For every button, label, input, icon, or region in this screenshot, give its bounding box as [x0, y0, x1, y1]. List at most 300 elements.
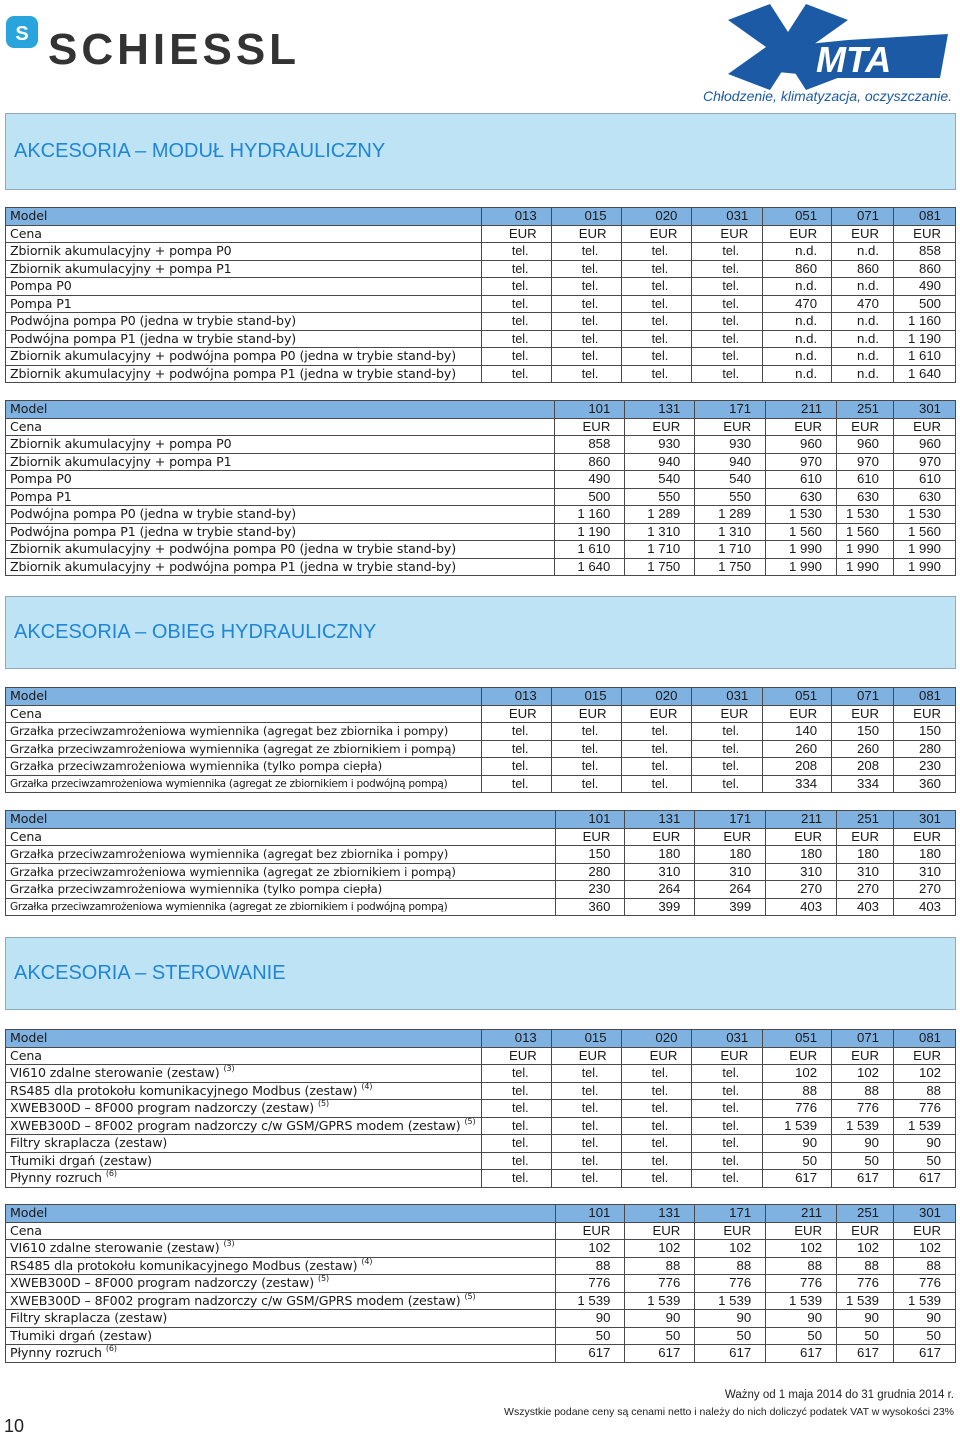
- price-cell: 90: [837, 1310, 894, 1328]
- price-cell: 360: [555, 898, 625, 916]
- table-row: [6, 1327, 956, 1345]
- table-row: [6, 1292, 956, 1310]
- price-cell: 470: [832, 295, 894, 313]
- row-label: [6, 330, 482, 348]
- price-cell: 270: [837, 881, 894, 899]
- price-cell: 1 530: [766, 506, 837, 524]
- price-cell: 50: [766, 1327, 837, 1345]
- price-cell: tel.: [481, 775, 551, 793]
- currency-cell: EUR: [766, 418, 837, 436]
- price-cell: tel.: [621, 1152, 692, 1170]
- price-cell: tel.: [481, 1170, 551, 1188]
- table-row: [6, 1257, 956, 1275]
- price-cell: 180: [625, 846, 695, 864]
- price-cell: 50: [894, 1327, 956, 1345]
- model-cell: 031: [692, 688, 763, 706]
- table-row: [6, 1135, 956, 1153]
- price-cell: tel.: [692, 758, 763, 776]
- price-cell: tel.: [551, 1065, 621, 1083]
- table-row: [6, 506, 956, 524]
- row-label-text: XWEB300D – 8F000 program nadzorczy (zestaw): [10, 1100, 315, 1116]
- currency-row: [6, 828, 956, 846]
- price-cell: n.d.: [763, 365, 832, 383]
- price-cell: 360: [894, 775, 956, 793]
- price-cell: 50: [894, 1152, 956, 1170]
- table-row: [6, 758, 956, 776]
- row-label: [6, 523, 555, 541]
- row-label: [6, 558, 555, 576]
- price-cell: tel.: [692, 1135, 763, 1153]
- model-row: [6, 208, 956, 226]
- mta-wordmark: MTA: [816, 39, 892, 80]
- price-cell: tel.: [481, 1100, 551, 1118]
- price-cell: 776: [763, 1100, 832, 1118]
- price-cell: tel.: [621, 1082, 692, 1100]
- price-cell: 776: [695, 1275, 766, 1293]
- price-cell: 90: [625, 1310, 695, 1328]
- table-row: [6, 723, 956, 741]
- currency-cell: EUR: [481, 1047, 551, 1065]
- currency-cell: EUR: [695, 828, 766, 846]
- model-cell: 101: [555, 1205, 625, 1223]
- price-cell: 1 310: [695, 523, 766, 541]
- price-cell: 102: [832, 1065, 894, 1083]
- row-label-text: Podwójna pompa P1 (jedna w trybie stand-by): [10, 523, 297, 539]
- model-cell: 301: [894, 811, 956, 829]
- price-cell: tel.: [692, 1170, 763, 1188]
- table-row: [6, 846, 956, 864]
- currency-cell: EUR: [763, 705, 832, 723]
- price-cell: 90: [894, 1310, 956, 1328]
- table-row: [6, 863, 956, 881]
- price-cell: tel.: [692, 313, 763, 331]
- row-label: [6, 541, 555, 559]
- price-cell: 403: [894, 898, 956, 916]
- page-number: 10: [4, 1416, 25, 1436]
- price-cell: 1 750: [695, 558, 766, 576]
- price-cell: 180: [894, 846, 956, 864]
- price-cell: tel.: [551, 278, 621, 296]
- price-cell: 1 539: [832, 1117, 894, 1135]
- price-cell: tel.: [551, 348, 621, 366]
- row-label-text: Zbiornik akumulacyjny + pompa P0: [10, 243, 232, 259]
- price-cell: tel.: [621, 243, 692, 261]
- row-label-text: Zbiornik akumulacyjny + podwójna pompa P0 (jedna w trybie stand-by): [10, 541, 457, 557]
- svg-text:S: S: [15, 23, 29, 45]
- table-row: [6, 453, 956, 471]
- footnote-marker: (5): [464, 1116, 476, 1126]
- price-cell: 102: [894, 1240, 956, 1258]
- price-cell: 776: [555, 1275, 625, 1293]
- price-cell: tel.: [621, 775, 692, 793]
- model-cell: 211: [766, 811, 837, 829]
- model-row: [6, 688, 956, 706]
- row-label: [6, 1310, 556, 1328]
- price-cell: 1 539: [766, 1292, 837, 1310]
- price-cell: 940: [625, 453, 695, 471]
- footnote-marker: (3): [223, 1064, 235, 1074]
- model-label: Model: [6, 1205, 556, 1223]
- row-label: [6, 1135, 482, 1153]
- price-cell: n.d.: [832, 348, 894, 366]
- currency-cell: EUR: [625, 828, 695, 846]
- model-cell: 015: [551, 1030, 621, 1048]
- price-cell: 90: [555, 1310, 625, 1328]
- price-cell: 102: [837, 1240, 894, 1258]
- price-cell: tel.: [551, 740, 621, 758]
- cena-label: Cena: [6, 225, 482, 243]
- table-row: [6, 541, 956, 559]
- price-cell: n.d.: [763, 243, 832, 261]
- row-label-text: Podwójna pompa P0 (jedna w trybie stand-by): [10, 313, 297, 329]
- model-cell: 051: [763, 1030, 832, 1048]
- row-label: [6, 758, 482, 776]
- currency-row: [6, 225, 956, 243]
- row-label: [6, 1257, 556, 1275]
- model-label: Model: [6, 208, 482, 226]
- table-row: [6, 1065, 956, 1083]
- price-table: [5, 207, 956, 383]
- price-cell: 500: [555, 488, 625, 506]
- row-label: [6, 1100, 482, 1118]
- price-cell: 1 289: [625, 506, 695, 524]
- price-cell: 858: [894, 243, 956, 261]
- cena-label: Cena: [6, 418, 555, 436]
- row-label-text: Płynny rozruch: [10, 1345, 102, 1361]
- price-cell: 150: [555, 846, 625, 864]
- price-cell: tel.: [551, 243, 621, 261]
- price-cell: n.d.: [763, 348, 832, 366]
- model-cell: 101: [555, 401, 625, 419]
- price-cell: 88: [625, 1257, 695, 1275]
- price-cell: 1 710: [625, 541, 695, 559]
- price-cell: tel.: [692, 260, 763, 278]
- currency-cell: EUR: [692, 1047, 763, 1065]
- model-cell: 081: [894, 1030, 956, 1048]
- price-cell: tel.: [551, 1082, 621, 1100]
- price-cell: 1 539: [555, 1292, 625, 1310]
- row-label-text: Płynny rozruch: [10, 1170, 102, 1186]
- model-cell: 171: [695, 401, 766, 419]
- price-cell: 399: [625, 898, 695, 916]
- model-cell: 081: [894, 688, 956, 706]
- row-label-text: Pompa P0: [10, 471, 72, 487]
- currency-cell: EUR: [695, 418, 766, 436]
- price-cell: 776: [832, 1100, 894, 1118]
- footnote-marker: (6): [105, 1344, 117, 1354]
- price-cell: tel.: [551, 1152, 621, 1170]
- currency-cell: EUR: [551, 705, 621, 723]
- price-cell: 102: [763, 1065, 832, 1083]
- model-row: [6, 1030, 956, 1048]
- price-table: [5, 810, 956, 916]
- model-cell: 131: [625, 401, 695, 419]
- price-cell: tel.: [481, 295, 551, 313]
- table-row: [6, 1170, 956, 1188]
- model-row: [6, 401, 956, 419]
- price-cell: 1 530: [837, 506, 894, 524]
- price-cell: 180: [837, 846, 894, 864]
- price-cell: n.d.: [832, 243, 894, 261]
- price-cell: 1 990: [894, 541, 956, 559]
- currency-cell: EUR: [551, 1047, 621, 1065]
- row-label-text: Zbiornik akumulacyjny + pompa P1: [10, 260, 232, 276]
- row-label: [6, 1082, 482, 1100]
- model-cell: 013: [481, 688, 551, 706]
- row-label-text: Zbiornik akumulacyjny + pompa P0: [10, 436, 232, 452]
- price-cell: 1 190: [555, 523, 625, 541]
- currency-row: [6, 1047, 956, 1065]
- price-cell: n.d.: [832, 365, 894, 383]
- price-cell: 1 990: [766, 558, 837, 576]
- price-cell: 1 640: [894, 365, 956, 383]
- model-row: [6, 1205, 956, 1223]
- price-cell: tel.: [551, 1117, 621, 1135]
- table-row: [6, 523, 956, 541]
- table-row: [6, 1345, 956, 1363]
- footnote-marker: (5): [464, 1291, 476, 1301]
- price-cell: 617: [555, 1345, 625, 1363]
- currency-cell: EUR: [832, 225, 894, 243]
- schiessl-logo: [6, 14, 336, 68]
- schiessl-wordmark: SCHIESSL: [48, 25, 301, 68]
- section-banner: [5, 937, 956, 1010]
- price-cell: 1 990: [837, 541, 894, 559]
- row-label: [6, 278, 482, 296]
- currency-cell: EUR: [621, 225, 692, 243]
- price-cell: 617: [625, 1345, 695, 1363]
- price-cell: tel.: [692, 723, 763, 741]
- price-cell: tel.: [621, 740, 692, 758]
- price-cell: 88: [837, 1257, 894, 1275]
- price-cell: 88: [555, 1257, 625, 1275]
- price-cell: 470: [763, 295, 832, 313]
- price-cell: 550: [625, 488, 695, 506]
- price-cell: 970: [837, 453, 894, 471]
- table-row: [6, 243, 956, 261]
- price-cell: 776: [766, 1275, 837, 1293]
- price-cell: 102: [766, 1240, 837, 1258]
- row-label-text: VI610 zdalne sterowanie (zestaw): [10, 1240, 220, 1256]
- model-cell: 251: [837, 401, 894, 419]
- price-cell: 208: [763, 758, 832, 776]
- price-cell: 617: [837, 1345, 894, 1363]
- footnote-marker: (3): [223, 1239, 235, 1249]
- currency-cell: EUR: [625, 418, 695, 436]
- price-cell: 334: [763, 775, 832, 793]
- model-cell: 211: [766, 401, 837, 419]
- price-cell: 610: [894, 471, 956, 489]
- price-cell: tel.: [692, 1100, 763, 1118]
- price-cell: tel.: [692, 295, 763, 313]
- price-cell: tel.: [481, 330, 551, 348]
- model-cell: 013: [481, 1030, 551, 1048]
- price-cell: tel.: [621, 278, 692, 296]
- currency-cell: EUR: [894, 225, 956, 243]
- price-cell: 617: [766, 1345, 837, 1363]
- price-cell: tel.: [621, 330, 692, 348]
- table-row: [6, 881, 956, 899]
- row-label-text: RS485 dla protokołu komunikacyjnego Modbus (zestaw): [10, 1082, 358, 1098]
- price-cell: 940: [695, 453, 766, 471]
- price-cell: tel.: [481, 723, 551, 741]
- price-cell: 776: [894, 1275, 956, 1293]
- table-row: [6, 260, 956, 278]
- model-cell: 031: [692, 1030, 763, 1048]
- price-cell: 150: [894, 723, 956, 741]
- price-cell: 90: [695, 1310, 766, 1328]
- price-cell: 1 539: [894, 1292, 956, 1310]
- price-cell: 102: [894, 1065, 956, 1083]
- price-cell: n.d.: [832, 313, 894, 331]
- price-cell: 90: [766, 1310, 837, 1328]
- price-cell: 399: [695, 898, 766, 916]
- model-label: Model: [6, 1030, 482, 1048]
- model-cell: 020: [621, 208, 692, 226]
- table-row: [6, 1100, 956, 1118]
- model-cell: 051: [763, 688, 832, 706]
- row-label-text: XWEB300D – 8F002 program nadzorczy c/w GSM/GPRS modem (zestaw): [10, 1117, 461, 1133]
- price-cell: 50: [625, 1327, 695, 1345]
- currency-cell: EUR: [555, 418, 625, 436]
- price-cell: 50: [837, 1327, 894, 1345]
- table-row: [6, 1117, 956, 1135]
- table-row: [6, 488, 956, 506]
- price-cell: 180: [695, 846, 766, 864]
- row-label-text: Podwójna pompa P1 (jedna w trybie stand-by): [10, 330, 297, 346]
- price-cell: 90: [894, 1135, 956, 1153]
- price-cell: 280: [894, 740, 956, 758]
- row-label: [6, 243, 482, 261]
- footnote-marker: (5): [317, 1274, 330, 1284]
- model-cell: 211: [766, 1205, 837, 1223]
- table-row: [6, 365, 956, 383]
- price-cell: 630: [766, 488, 837, 506]
- table-row: [6, 1240, 956, 1258]
- price-cell: tel.: [551, 758, 621, 776]
- price-table: [5, 1029, 956, 1188]
- table-row: [6, 1152, 956, 1170]
- currency-cell: EUR: [763, 1047, 832, 1065]
- price-cell: 617: [894, 1170, 956, 1188]
- row-label-text: Grzałka przeciwzamrożeniowa wymiennika (agregat bez zbiornika i pompy): [10, 724, 449, 739]
- price-cell: 1 610: [555, 541, 625, 559]
- vat-note: Wszystkie podane ceny są cenami netto i należy do nich doliczyć podatek VAT w wysokości 23%: [504, 1406, 954, 1418]
- price-cell: 88: [763, 1082, 832, 1100]
- row-label-text: Filtry skraplacza (zestaw): [10, 1135, 168, 1151]
- price-table: [5, 400, 956, 576]
- currency-cell: EUR: [555, 828, 625, 846]
- currency-cell: EUR: [763, 225, 832, 243]
- price-cell: 1 310: [625, 523, 695, 541]
- price-cell: 776: [837, 1275, 894, 1293]
- price-table: [5, 687, 956, 793]
- row-label: [6, 1345, 556, 1363]
- section-title: AKCESORIA – OBIEG HYDRAULICZNY: [14, 621, 377, 643]
- row-label: [6, 1170, 482, 1188]
- row-label: [6, 881, 556, 899]
- table-row: [6, 740, 956, 758]
- table-row: [6, 1082, 956, 1100]
- price-cell: 776: [625, 1275, 695, 1293]
- price-cell: tel.: [692, 1082, 763, 1100]
- price-cell: 264: [695, 881, 766, 899]
- price-cell: 1 289: [695, 506, 766, 524]
- row-label: [6, 1065, 482, 1083]
- row-label: [6, 1275, 556, 1293]
- model-label: Model: [6, 688, 482, 706]
- price-cell: 1 610: [894, 348, 956, 366]
- row-label-text: Grzałka przeciwzamrożeniowa wymiennika (agregat ze zbiornikiem i podwójną pompą): [10, 777, 448, 790]
- currency-cell: EUR: [837, 1222, 894, 1240]
- price-cell: 1 539: [625, 1292, 695, 1310]
- price-cell: 310: [695, 863, 766, 881]
- price-cell: 550: [695, 488, 766, 506]
- row-label-text: Zbiornik akumulacyjny + podwójna pompa P0 (jedna w trybie stand-by): [10, 348, 457, 364]
- price-cell: 102: [695, 1240, 766, 1258]
- price-cell: tel.: [621, 313, 692, 331]
- price-cell: 930: [625, 436, 695, 454]
- price-cell: tel.: [692, 740, 763, 758]
- table-row: [6, 348, 956, 366]
- footnote-marker: (4): [361, 1256, 373, 1266]
- price-cell: 970: [766, 453, 837, 471]
- price-cell: 310: [894, 863, 956, 881]
- row-label: [6, 506, 555, 524]
- price-cell: 270: [894, 881, 956, 899]
- price-cell: tel.: [481, 1135, 551, 1153]
- cena-label: Cena: [6, 1222, 556, 1240]
- currency-cell: EUR: [837, 828, 894, 846]
- table-row: [6, 330, 956, 348]
- section-banner: [5, 113, 956, 190]
- model-cell: 251: [837, 811, 894, 829]
- price-cell: tel.: [551, 365, 621, 383]
- model-cell: 013: [481, 208, 551, 226]
- price-cell: tel.: [692, 278, 763, 296]
- table-row: [6, 436, 956, 454]
- price-cell: tel.: [551, 723, 621, 741]
- price-cell: tel.: [692, 1117, 763, 1135]
- row-label-text: Pompa P1: [10, 488, 72, 504]
- price-table: [5, 1204, 956, 1363]
- price-cell: n.d.: [763, 330, 832, 348]
- model-cell: 020: [621, 688, 692, 706]
- row-label-text: Pompa P1: [10, 295, 72, 311]
- price-cell: 180: [766, 846, 837, 864]
- model-cell: 301: [894, 1205, 956, 1223]
- price-cell: 1 710: [695, 541, 766, 559]
- price-cell: tel.: [551, 313, 621, 331]
- price-cell: tel.: [481, 740, 551, 758]
- currency-cell: EUR: [766, 828, 837, 846]
- price-cell: 1 990: [837, 558, 894, 576]
- price-cell: tel.: [692, 775, 763, 793]
- price-cell: 1 539: [695, 1292, 766, 1310]
- currency-cell: EUR: [481, 225, 551, 243]
- row-label-text: Grzałka przeciwzamrożeniowa wymiennika (tylko pompa ciepła): [10, 759, 383, 774]
- model-cell: 051: [763, 208, 832, 226]
- price-cell: tel.: [621, 723, 692, 741]
- price-cell: tel.: [692, 365, 763, 383]
- price-cell: 310: [837, 863, 894, 881]
- row-label: [6, 846, 556, 864]
- table-row: [6, 278, 956, 296]
- price-cell: 1 530: [894, 506, 956, 524]
- price-cell: 1 990: [766, 541, 837, 559]
- model-cell: 081: [894, 208, 956, 226]
- cena-label: Cena: [6, 1047, 482, 1065]
